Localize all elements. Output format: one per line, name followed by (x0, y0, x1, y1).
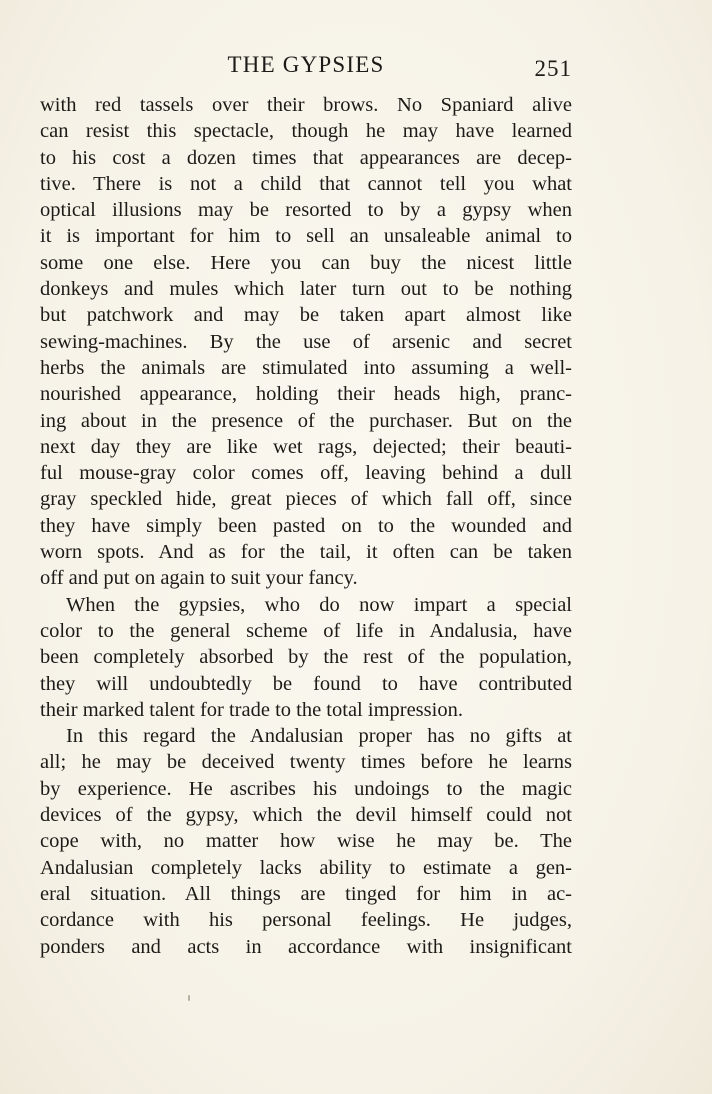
text-line: by experience. He ascribes his undoings to the magic (40, 777, 572, 800)
text-line: tive. There is not a child that cannot tell you what (40, 172, 572, 195)
text-line: herbs the animals are stimulated into assuming a well- (40, 356, 572, 379)
text-line: can resist this spectacle, though he may have learned (40, 120, 572, 143)
text-line: sewing-machines. By the use of arsenic and secret (40, 330, 572, 353)
text-line: they will undoubtedly be found to have contributed (40, 672, 572, 695)
running-head (40, 50, 572, 84)
text-line: gray speckled hide, great pieces of which fall off, since (40, 488, 572, 511)
text-line: ponders and acts in accordance with insignificant (40, 935, 572, 958)
text-line: but patchwork and may be taken apart almost like (40, 304, 572, 327)
text-line: donkeys and mules which later turn out to be nothing (40, 278, 572, 301)
text-line: ful mouse-gray color comes off, leaving behind a dull (40, 462, 572, 485)
text-line: next day they are like wet rags, dejected; their beauti- (40, 435, 572, 458)
text-line: some one else. Here you can buy the nicest little (40, 251, 572, 274)
text-line: cope with, no matter how wise he may be. The (40, 830, 572, 853)
text-line: nourished appearance, holding their heads high, pranc- (40, 383, 572, 406)
text-line: they have simply been pasted on to the wounded and (40, 514, 572, 537)
text-line: When the gypsies, who do now impart a special (66, 593, 572, 616)
text-line: ing about in the presence of the purchaser. But on the (40, 409, 572, 432)
page-number: 251 (534, 56, 572, 81)
running-title: THE GYPSIES (227, 52, 385, 77)
text-line: color to the general scheme of life in Andalusia, have (40, 619, 572, 642)
text-line: devices of the gypsy, which the devil himself could not (40, 804, 572, 827)
text-line: cordance with his personal feelings. He judges, (40, 909, 572, 932)
paper-speck (188, 995, 190, 1001)
text-line: to his cost a dozen times that appearances are decep- (40, 146, 572, 169)
text-line: it is important for him to sell an unsaleable animal to (40, 225, 572, 248)
text-line: all; he may be deceived twenty times before he learns (40, 751, 572, 774)
text-line: been completely absorbed by the rest of the population, (40, 646, 572, 669)
text-line: Andalusian completely lacks ability to estimate a gen- (40, 856, 572, 879)
text-line: In this regard the Andalusian proper has no gifts at (66, 725, 572, 748)
text-line: optical illusions may be resorted to by a gypsy when (40, 199, 572, 222)
text-line: worn spots. And as for the tail, it often can be taken (40, 541, 572, 564)
body-text (40, 92, 572, 960)
text-line: off and put on again to suit your fancy. (40, 567, 358, 590)
text-line: their marked talent for trade to the total impression. (40, 698, 463, 721)
text-line: eral situation. All things are tinged for him in ac- (40, 882, 572, 905)
text-line: with red tassels over their brows. No Spaniard alive (40, 94, 572, 116)
